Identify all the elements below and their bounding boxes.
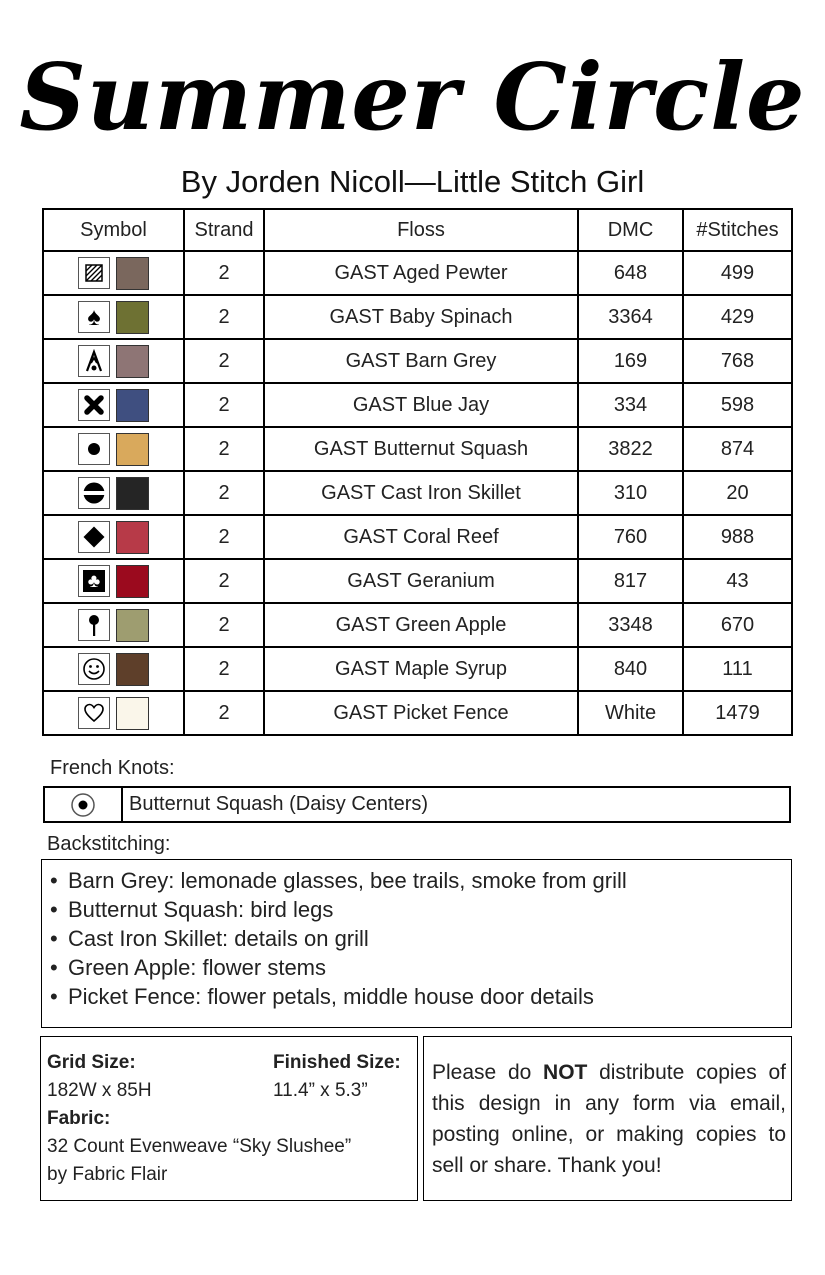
stitches-cell: 768 [683, 339, 792, 383]
table-row [43, 515, 792, 559]
table-header-row [43, 209, 792, 251]
grid-size-label: Grid Size: [47, 1052, 136, 1073]
color-swatch [116, 257, 149, 290]
symbol-cell [43, 339, 184, 383]
floss-cell: GAST Blue Jay [264, 383, 578, 427]
info-box [40, 1036, 418, 1201]
header-dmc: DMC [578, 209, 683, 251]
french-knots-text: Butternut Squash (Daisy Centers) [129, 793, 429, 815]
diamond-icon [78, 521, 110, 553]
floss-cell: GAST Geranium [264, 559, 578, 603]
cross-icon [78, 389, 110, 421]
heart-outline-icon [78, 697, 110, 729]
fabric-label: Fabric: [47, 1108, 111, 1129]
copyright-notice [423, 1036, 792, 1201]
table-row [43, 471, 792, 515]
finished-size-value: 11.4” x 5.3” [273, 1080, 368, 1101]
stitches-cell: 429 [683, 295, 792, 339]
strand-cell: 2 [184, 691, 264, 735]
symbol-cell [43, 383, 184, 427]
backstitch-text: Butternut Squash: bird legs [68, 897, 334, 922]
color-swatch [116, 521, 149, 554]
page-title: Summer Circle [19, 43, 806, 151]
notice-emphasis: NOT [543, 1061, 588, 1084]
pin-icon [78, 609, 110, 641]
strand-cell: 2 [184, 427, 264, 471]
color-swatch [116, 345, 149, 378]
strand-cell: 2 [184, 383, 264, 427]
color-swatch [116, 301, 149, 334]
symbol-cell [43, 427, 184, 471]
floss-cell: GAST Coral Reef [264, 515, 578, 559]
color-swatch [116, 609, 149, 642]
backstitch-text: Cast Iron Skillet: details on grill [68, 926, 369, 951]
symbol-cell [43, 647, 184, 691]
list-item [50, 866, 783, 895]
dmc-cell: 817 [578, 559, 683, 603]
color-swatch [116, 697, 149, 730]
strand-cell: 2 [184, 647, 264, 691]
finished-size-label: Finished Size: [273, 1052, 401, 1073]
hatched-square-icon [78, 257, 110, 289]
striped-circle-icon [78, 477, 110, 509]
header-symbol: Symbol [43, 209, 184, 251]
floss-cell: GAST Butternut Squash [264, 427, 578, 471]
symbol-cell [43, 295, 184, 339]
symbol-cell [43, 251, 184, 295]
dmc-cell: 3348 [578, 603, 683, 647]
table-row [43, 427, 792, 471]
strand-cell: 2 [184, 515, 264, 559]
color-swatch [116, 565, 149, 598]
bullet-icon: • [50, 984, 58, 1009]
table-row [43, 559, 792, 603]
bullet-icon: • [50, 868, 58, 893]
floss-cell: GAST Baby Spinach [264, 295, 578, 339]
french-knots-box [43, 786, 791, 823]
notice-text-after: distribute copies of this design in any form via email, posting online, or making copies to sell or share. Thank you! [432, 1061, 786, 1177]
floss-cell: GAST Green Apple [264, 603, 578, 647]
bullet-icon: • [50, 926, 58, 951]
stitches-cell: 1479 [683, 691, 792, 735]
list-item [50, 953, 783, 982]
table-row [43, 295, 792, 339]
header-stitches: #Stitches [683, 209, 792, 251]
strand-cell: 2 [184, 251, 264, 295]
dmc-cell: 3822 [578, 427, 683, 471]
table-row [43, 383, 792, 427]
list-item [50, 924, 783, 953]
fabric-line-2: by Fabric Flair [47, 1164, 168, 1185]
stitches-cell: 988 [683, 515, 792, 559]
backstitching-list [50, 866, 783, 1011]
header-floss: Floss [264, 209, 578, 251]
color-swatch [116, 433, 149, 466]
grid-size-value: 182W x 85H [47, 1080, 152, 1101]
dmc-cell: 648 [578, 251, 683, 295]
dmc-cell: 334 [578, 383, 683, 427]
dmc-cell: White [578, 691, 683, 735]
color-swatch [116, 389, 149, 422]
color-swatch [116, 653, 149, 686]
stitches-cell: 111 [683, 647, 792, 691]
strand-cell: 2 [184, 295, 264, 339]
floss-cell: GAST Cast Iron Skillet [264, 471, 578, 515]
bullseye-icon [45, 788, 123, 821]
stitches-cell: 20 [683, 471, 792, 515]
strand-cell: 2 [184, 471, 264, 515]
dmc-cell: 760 [578, 515, 683, 559]
header-strand: Strand [184, 209, 264, 251]
table-row [43, 691, 792, 735]
symbol-cell [43, 691, 184, 735]
notice-text-before: Please do [432, 1061, 544, 1084]
color-swatch [116, 477, 149, 510]
a-caret-icon [78, 345, 110, 377]
floss-cell: GAST Aged Pewter [264, 251, 578, 295]
smiley-icon [78, 653, 110, 685]
backstitching-box [41, 859, 792, 1028]
backstitch-text: Green Apple: flower stems [68, 955, 327, 980]
stitches-cell: 874 [683, 427, 792, 471]
fabric-line-1: 32 Count Evenweave “Sky Slushee” [47, 1136, 352, 1157]
dot-icon [78, 433, 110, 465]
backstitching-label: Backstitching: [47, 833, 171, 855]
floss-cell: GAST Maple Syrup [264, 647, 578, 691]
spade-icon: ♠ [78, 301, 110, 333]
french-knots-label: French Knots: [50, 757, 175, 779]
list-item [50, 982, 783, 1011]
stitches-cell: 499 [683, 251, 792, 295]
bullet-icon: • [50, 897, 58, 922]
symbol-cell [43, 471, 184, 515]
symbol-cell [43, 559, 184, 603]
symbol-cell [43, 515, 184, 559]
dmc-cell: 310 [578, 471, 683, 515]
stitches-cell: 670 [683, 603, 792, 647]
club-icon: ♣ [78, 565, 110, 597]
floss-cell: GAST Barn Grey [264, 339, 578, 383]
table-row [43, 603, 792, 647]
strand-cell: 2 [184, 559, 264, 603]
bullet-icon: • [50, 955, 58, 980]
byline: By Jorden Nicoll—Little Stitch Girl [180, 164, 645, 199]
strand-cell: 2 [184, 339, 264, 383]
dmc-cell: 840 [578, 647, 683, 691]
stitches-cell: 43 [683, 559, 792, 603]
floss-cell: GAST Picket Fence [264, 691, 578, 735]
backstitch-text: Barn Grey: lemonade glasses, bee trails, smoke from grill [68, 868, 627, 893]
dmc-cell: 169 [578, 339, 683, 383]
backstitch-text: Picket Fence: flower petals, middle house door details [68, 984, 594, 1009]
table-row [43, 647, 792, 691]
table-row [43, 339, 792, 383]
stitches-cell: 598 [683, 383, 792, 427]
floss-table [42, 208, 793, 736]
list-item [50, 895, 783, 924]
dmc-cell: 3364 [578, 295, 683, 339]
strand-cell: 2 [184, 603, 264, 647]
table-row [43, 251, 792, 295]
symbol-cell [43, 603, 184, 647]
